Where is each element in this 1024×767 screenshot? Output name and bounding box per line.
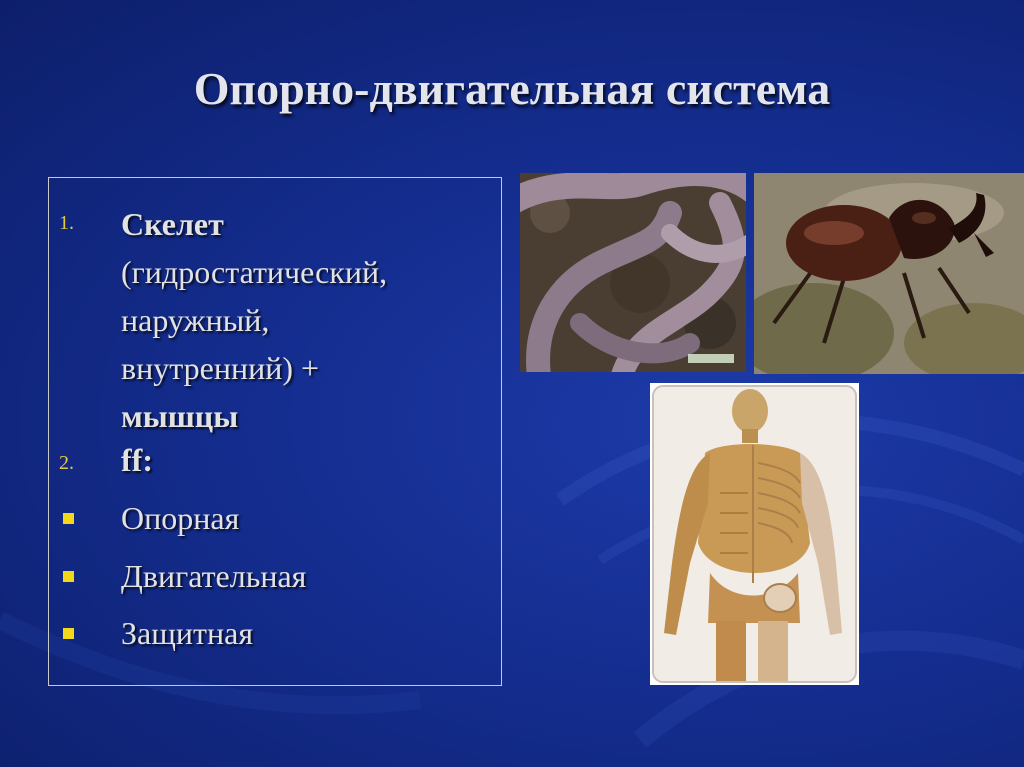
skeleton-heading: Скелет	[121, 206, 224, 242]
skeleton-type-line: (гидростатический,	[121, 254, 388, 290]
anatomy-illustration	[650, 383, 859, 685]
bullet-icon	[63, 628, 74, 639]
worm-photo	[520, 173, 746, 372]
skeleton-type-line: наружный,	[121, 302, 270, 338]
beetle-photo	[754, 173, 1024, 374]
functions-label: ff:	[121, 442, 153, 478]
bullet-icon	[63, 513, 74, 524]
muscles-label: мышцы	[121, 398, 239, 434]
bullet-text: Опорная	[121, 500, 240, 536]
content-box	[48, 177, 502, 686]
list-item-text	[121, 200, 491, 440]
bullet-text: Двигательная	[121, 558, 307, 594]
skeleton-type-line: внутренний) +	[121, 350, 320, 386]
bullet-icon	[63, 571, 74, 582]
list-number: 1.	[59, 212, 74, 234]
list-number: 2.	[59, 452, 74, 474]
bullet-text: Защитная	[121, 615, 254, 651]
slide-title: Опорно-двигательная система	[193, 63, 831, 114]
